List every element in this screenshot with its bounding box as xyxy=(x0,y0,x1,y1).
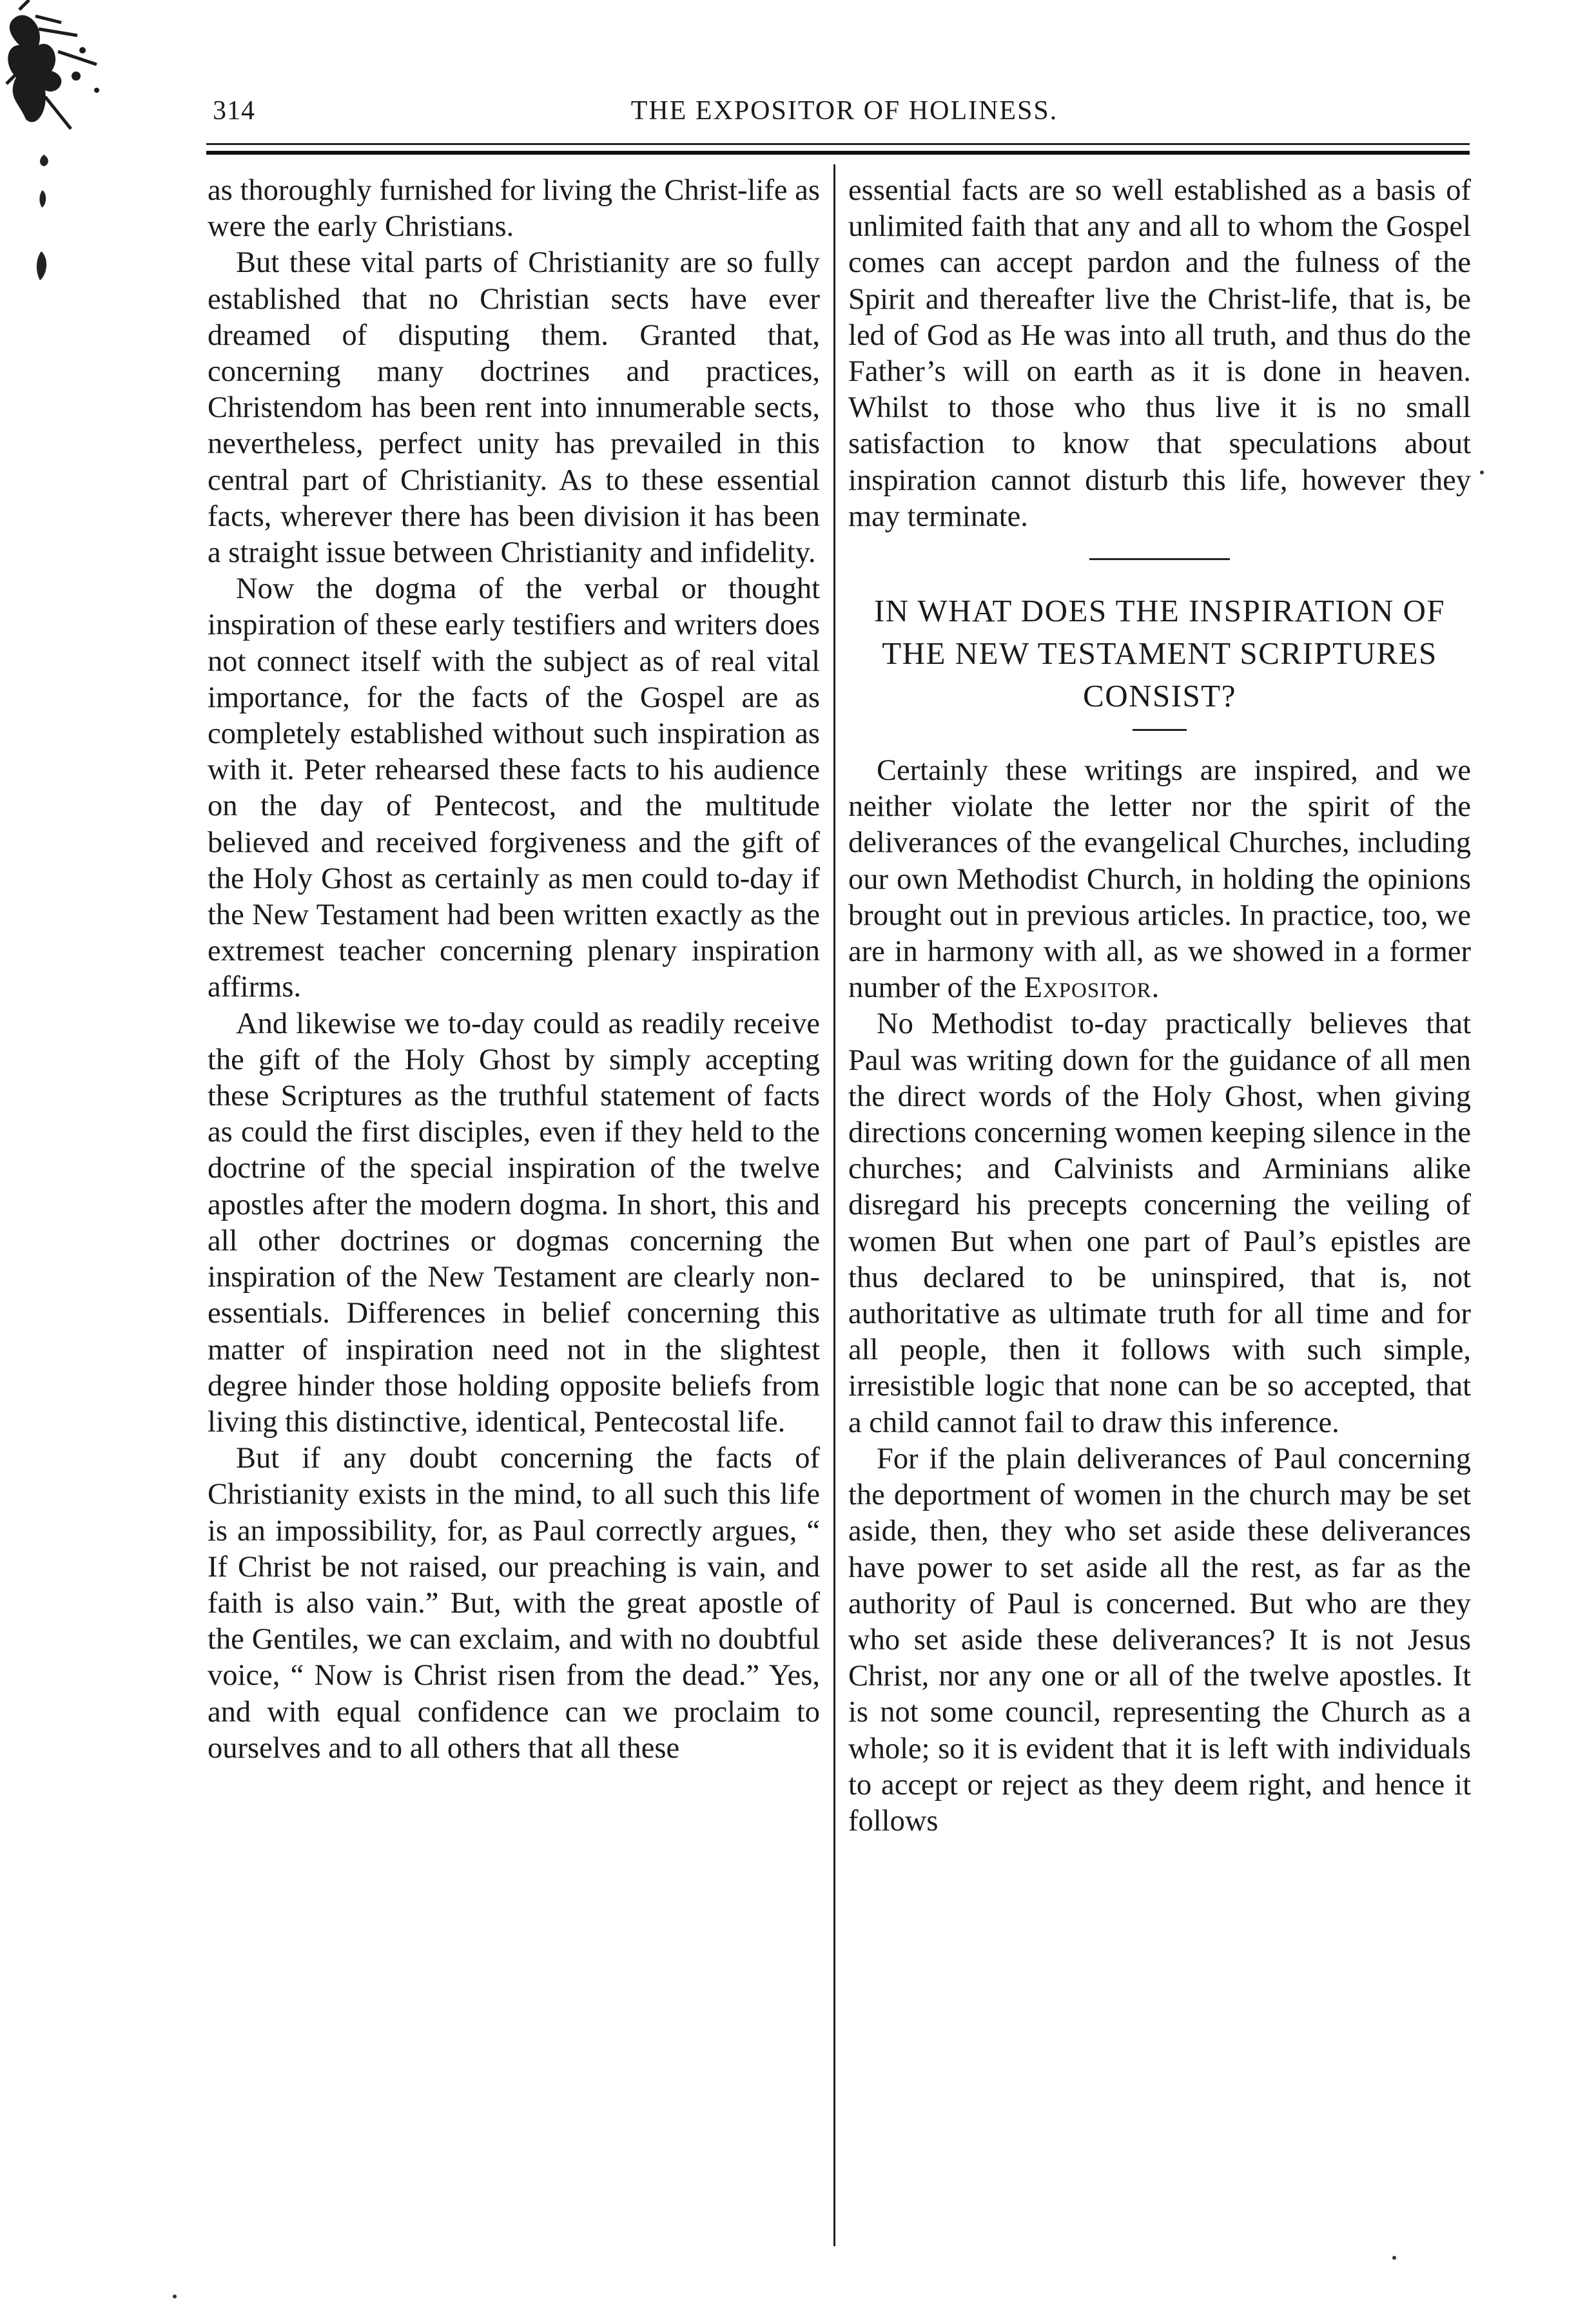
ink-specks xyxy=(32,155,58,296)
print-speck xyxy=(1480,471,1484,474)
paragraph: No Methodist to-day practically believes that Paul was writing down for the guidance of all men the direct words of the Holy Ghost, when giving directions concerning women keeping silence in the churches; and Calvinists and Arminians alike disregard his precepts concerning the veiling of women But when one part of Paul’s epistles are thus declared to be uninspired, that is, not authoritative as ultimate truth for all time and for all people, then it follows with such simple, irresistible logic that none can be so accepted, that a child cannot fail to draw this inference. xyxy=(848,1007,1471,1439)
paragraph: as thoroughly furnished for living the Christ-life as were the early Christians. xyxy=(208,174,820,244)
left-column xyxy=(208,173,820,1767)
publication-name: Expositor. xyxy=(1024,971,1160,1005)
right-column xyxy=(848,173,1471,1839)
running-title: THE EXPOSITOR OF HOLINESS. xyxy=(630,96,1058,126)
paragraph xyxy=(848,753,1471,1006)
paragraph: essential facts are so well established as a basis of unlimited faith that any and all to whom the Gospel comes can accept pardon and the fulness of the Spirit and thereafter live the Christ-life, that is, be led of God as He was into all truth, and thus do the Father’s will on earth as it is done in heaven. Whilst to those who thus live it is no small satisfaction to know that speculations about inspiration cannot disturb this life, however they may terminate. xyxy=(848,174,1471,533)
paragraph: For if the plain deliverances of Paul concerning the deportment of women in the church may be set aside, then, they who set aside these deliverances have power to set aside all the rest, as far as the authority of Paul is concerned. But who are they who set aside these deliverances? It is not Jesus Christ, nor any one or all of the twelve apostles. It is not some council, representing the Church as a whole; so it is evident that it is left with individuals to accept or reject as they deem right, and hence it follows xyxy=(848,1442,1471,1838)
paragraph: And likewise we to-day could as readily receive the gift of the Holy Ghost by simply accepting these Scriptures as the truthful statement of facts as could the first disciples, even if they held to the doctrine of the special inspiration of the twelve apostles after the modern dogma. In short, this and all other doctrines or dogmas concerning the inspiration of the New Testament are clearly non-essentials. Differences in belief concerning this matter of inspiration need not in the slightest degree hinder those holding opposite beliefs from living this distinctive, identical, Pentecostal life. xyxy=(208,1007,820,1439)
running-header xyxy=(213,95,1470,141)
page-number: 314 xyxy=(213,96,255,126)
header-rule-thick xyxy=(206,151,1470,155)
header-rule-thin xyxy=(206,143,1470,145)
section-divider-rule xyxy=(1089,558,1230,560)
paragraph: But if any doubt concerning the facts of Christianity exists in the mind, to all such this life is an impossibility, for, as Paul correctly argues, “ If Christ be not raised, our preaching is vain, and faith is also vain.” But, with the great apostle of the Gentiles, we can exclaim, and with no doubtful voice, “ Now is Christ risen from the dead.” Yes, and with equal confidence can we proclaim to ourselves and to all others that all these xyxy=(208,1442,820,1765)
paragraph-text: Certainly these writings are inspired, and we neither violate the letter nor the spirit of the deliverances of the evangelical Churches, including our own Methodist Church, in holding the opinions brought out in previous articles. In practice, too, we are in harmony with all, as we showed in a former number of the xyxy=(848,754,1471,1005)
column-divider xyxy=(833,164,835,2246)
heading-underline-rule xyxy=(1133,729,1187,731)
paragraph: But these vital parts of Christianity are so fully established that no Christian sects have ever dreamed of disputing them. Granted that, concerning many doctrines and practices, Christendom has been rent into innumerable sects, nevertheless, perfect unity has prevailed in this central part of Christianity. As to these essential facts, wherever there has been division it has been a straight issue between Christianity and infidelity. xyxy=(208,246,820,570)
ink-blot-stain xyxy=(0,0,122,142)
print-speck xyxy=(173,2295,177,2298)
print-speck xyxy=(1392,2256,1396,2260)
paragraph: Now the dogma of the verbal or thought inspiration of these early testifiers and writers does not connect itself with the subject as of real vital importance, for the facts of the Gospel are as completely established without such inspiration as with it. Peter rehearsed these facts to his audience on the day of Pentecost, and the multitude believed and received forgiveness and the gift of the Holy Ghost as certainly as men could to-day if the New Testament had been written exactly as the extremest teacher concerning plenary inspiration affirms. xyxy=(208,572,820,1004)
section-heading: IN WHAT DOES THE INSPIRATION OF THE NEW TESTAMENT SCRIPTURES CONSIST? xyxy=(873,593,1446,714)
